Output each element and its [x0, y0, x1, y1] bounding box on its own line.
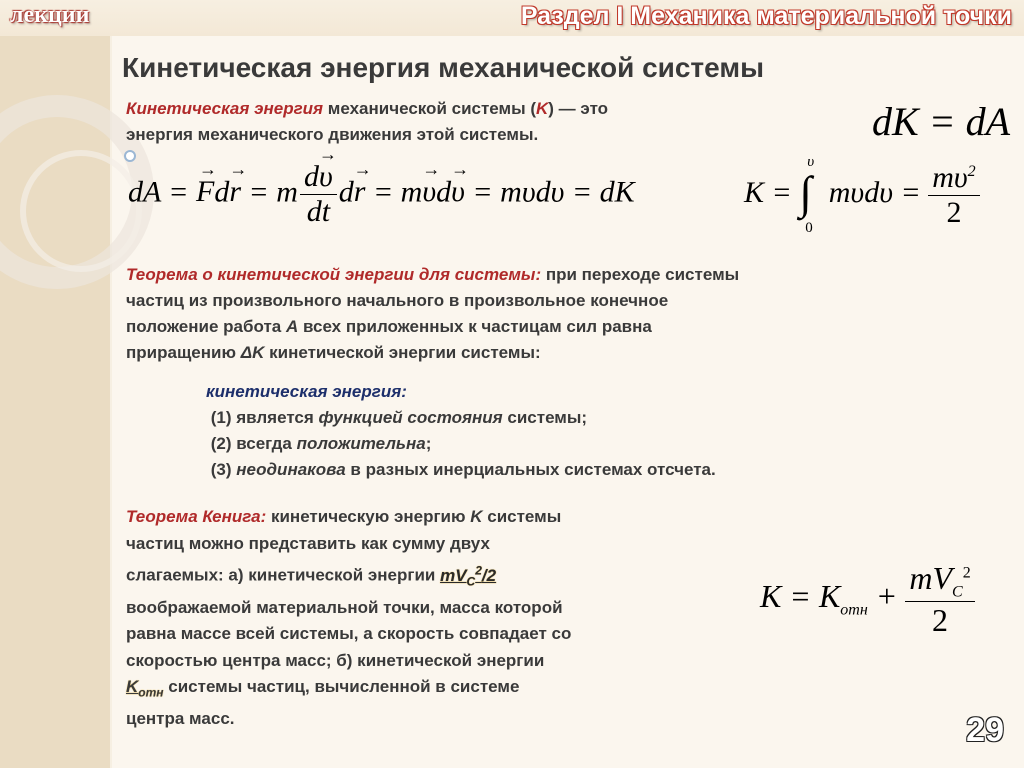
formula-koenig: $K = K_{отн}$ + $\frac{mV_C^2}{2}$ — [760, 560, 975, 639]
section-label: лекции — [10, 2, 90, 28]
definition-text1: механической системы ( — [323, 99, 537, 118]
definition-line2: энергия механического движения этой системы. — [126, 125, 539, 144]
definition-term: Кинетическая энергия — [126, 99, 324, 118]
properties-heading: кинетическая энергия: — [206, 382, 407, 401]
slide-title: Кинетическая энергия механической системы — [122, 52, 764, 83]
definition-paragraph — [126, 96, 608, 148]
theorem-line3a: положение работа — [126, 317, 286, 336]
koenig-paragraph: Теорема Кенига: кинетическую энергию K системы частиц можно представить как сумму двух слагаемых: а) кинетической энергии $mV_C^2/2$ воображаемой материальной точки, масса которой равна массе всей системы, а скорость совпадает со скоростью центра масс; б) кинетической энергии $K_{отн}$ системы частиц, вычисленной в системе центра масс. — [126, 507, 572, 728]
formula-dk-da: dK = dA — [872, 99, 1011, 144]
property-item-1: (1) является функцией состояния системы; — [210, 408, 588, 427]
properties-list — [206, 379, 716, 483]
property-item-3: (3) неодинакова в разных инерциальных системах отсчета. — [210, 460, 716, 479]
definition-symbol: K — [536, 99, 549, 118]
decor-ring-inner — [20, 150, 142, 272]
koenig-kotn-term: $K_{отн}$ — [126, 677, 164, 700]
page-number: 29 — [966, 711, 1004, 749]
theorem-paragraph — [126, 262, 739, 366]
theorem-line2: частиц из произвольного начального в произвольное конечное — [126, 291, 669, 310]
formula-work-chain: dA = F → dr → = m dυ → dt dr → = mυ → dυ → = mυdυ = dK — [128, 144, 635, 228]
theorem-text1: при переходе системы — [541, 265, 740, 284]
theorem-line4c: кинетической энергии системы: — [264, 343, 541, 362]
koenig-mvc-term: $mV_C^2/2$ — [440, 563, 497, 589]
koenig-title: Теорема Кенига: — [126, 507, 267, 526]
formula-kinetic-integral: K = ∫ υ 0 mυdυ = $\frac{m\upsilon^2}{2}$ — [744, 160, 980, 230]
definition-text2: ) — это — [548, 99, 609, 118]
property-item-2: (2) всегда положительна; — [210, 434, 432, 453]
section-title: Раздел I Механика материальной точки — [520, 2, 1012, 30]
theorem-delta-symbol: ΔK — [240, 343, 265, 362]
theorem-line4a: приращению — [126, 343, 241, 362]
theorem-work-symbol: A — [285, 317, 299, 336]
theorem-title: Теорема о кинетической энергии для системы: — [126, 265, 542, 284]
theorem-line3c: всех приложенных к частицам сил равна — [298, 317, 652, 336]
